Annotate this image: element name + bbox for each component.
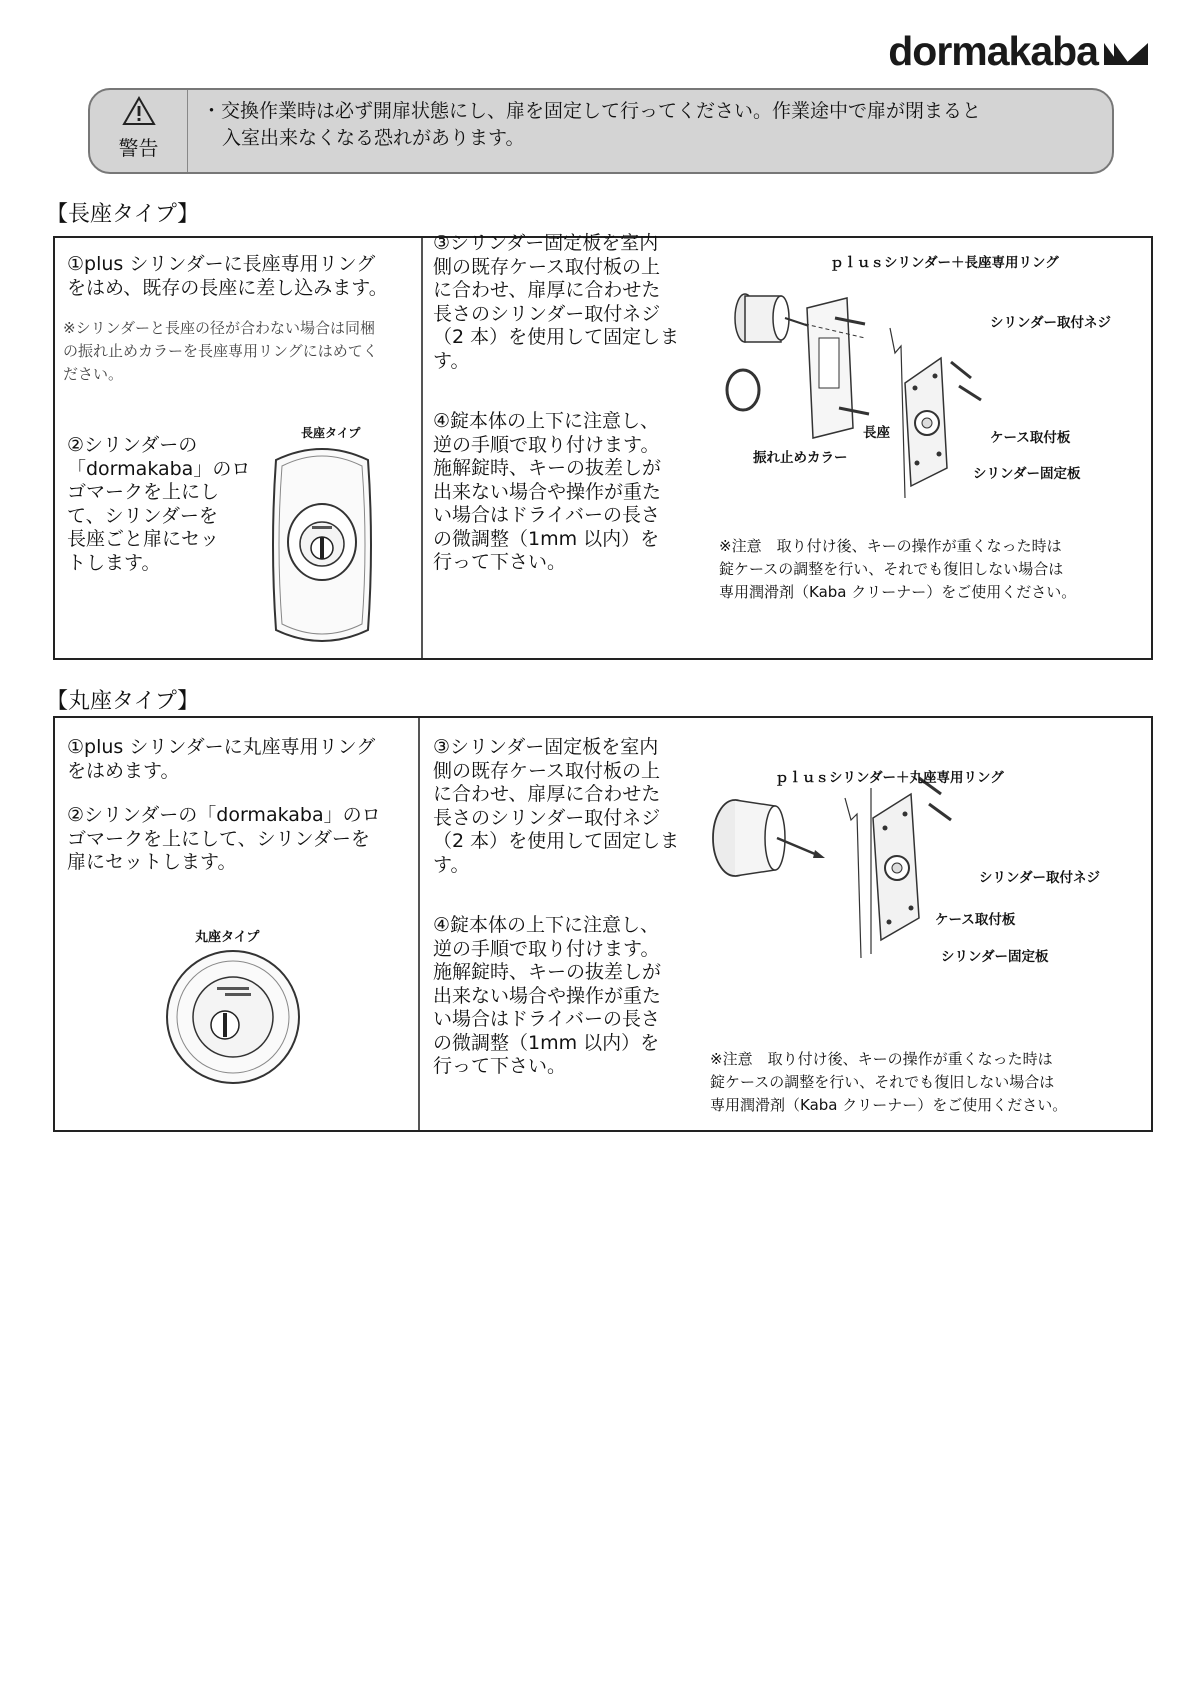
- text-line: ③シリンダー固定板を室内: [433, 232, 659, 254]
- text-line: 錠ケースの調整を行い、それでも復旧しない場合は: [719, 560, 1064, 578]
- text-line: に合わせ、扉厚に合わせた: [433, 279, 661, 301]
- caution-note-round: [710, 1048, 1067, 1117]
- text-line: トします。: [67, 551, 161, 574]
- section-title-round: 【丸座タイプ】: [46, 689, 200, 714]
- round-type-box: [53, 716, 1153, 1132]
- text-line: ださい。: [63, 365, 124, 383]
- step-3-long: [433, 232, 679, 373]
- text-line: 長さのシリンダー取付ネジ: [433, 806, 661, 829]
- text-line: す。: [433, 853, 470, 876]
- warning-line: ・交換作業時は必ず開扉状態にし、扉を固定して行ってください。作業途中で扉が閉まると: [202, 100, 982, 122]
- text-line: て、シリンダーを: [67, 504, 218, 527]
- text-line: 長さのシリンダー取付ネジ: [433, 302, 661, 325]
- text-line: す。: [433, 349, 470, 372]
- long-type-box: [53, 232, 1153, 660]
- brand-logo: [888, 28, 1148, 75]
- text-line: （2 本）を使用して固定しま: [433, 326, 680, 348]
- text-line: ※シリンダーと長座の径が合わない場合は同梱: [63, 319, 375, 337]
- text-line: 専用潤滑剤（Kaba クリーナー）をご使用ください。: [719, 583, 1077, 601]
- step-1-round: [67, 736, 375, 783]
- text-line: ④錠本体の上下に注意し、: [433, 410, 660, 432]
- warning-line: 入室出来なくなる恐れがあります。: [222, 127, 525, 149]
- section-title-long: 【長座タイプ】: [46, 202, 200, 227]
- brand-name: dormakaba: [888, 28, 1098, 74]
- text-line: ①plus シリンダーに長座専用リング: [67, 253, 376, 275]
- text-line: 逆の手順で取り付けます。: [433, 433, 660, 456]
- text-line: の微調整（1mm 以内）を: [433, 1031, 660, 1054]
- text-line: ※注意 取り付け後、キーの操作が重くなった時は: [710, 1050, 1053, 1068]
- text-line: 「dormakaba」のロ: [67, 457, 251, 480]
- text-line: ※注意 取り付け後、キーの操作が重くなった時は: [719, 537, 1062, 555]
- note-collar: [63, 317, 378, 386]
- figure-label-round: 丸座タイプ: [195, 930, 260, 945]
- text-line: をはめ、既存の長座に差し込みます。: [67, 276, 388, 299]
- text-line: 出来ない場合や操作が重た: [433, 984, 662, 1007]
- long-seat-illustration: [262, 442, 382, 648]
- step-4-long: [433, 410, 661, 575]
- brand-mark-icon: [1104, 39, 1148, 65]
- warning-label-cell: [90, 90, 188, 172]
- text-line: 長座ごと扉にセッ: [67, 528, 220, 550]
- text-line: 逆の手順で取り付けます。: [433, 937, 660, 960]
- text-line: ②シリンダーの「dormakaba」のロ: [67, 804, 381, 826]
- warning-box: [88, 88, 1114, 174]
- text-line: をはめます。: [67, 759, 180, 782]
- text-line: 行って下さい。: [433, 1055, 567, 1077]
- text-line: の振れ止めカラーを長座専用リングにはめてく: [63, 342, 378, 360]
- label-fixing-plate: シリンダー固定板: [973, 466, 1081, 482]
- text-line: の微調整（1mm 以内）を: [433, 527, 660, 550]
- text-line: （2 本）を使用して固定しま: [433, 830, 680, 852]
- text-line: 扉にセットします。: [67, 851, 237, 873]
- label-cylinder-ring: ｐｌｕｓシリンダー＋長座専用リング: [830, 255, 1059, 271]
- text-line: 錠ケースの調整を行い、それでも復旧しない場合は: [710, 1073, 1055, 1091]
- text-line: ②シリンダーの: [67, 434, 198, 456]
- text-line: 側の既存ケース取付板の上: [433, 255, 661, 278]
- label-case-plate: ケース取付板: [990, 430, 1071, 446]
- warning-icon: [122, 96, 156, 126]
- warning-label: 警告: [118, 136, 159, 160]
- label-fixing-plate: シリンダー固定板: [941, 949, 1049, 965]
- long-assembly-diagram: [715, 258, 1135, 528]
- step-3-round: [433, 736, 679, 877]
- step-1-long: [67, 253, 388, 300]
- text-line: ①plus シリンダーに丸座専用リング: [67, 736, 376, 758]
- text-line: 行って下さい。: [433, 551, 567, 573]
- text-line: 施解錠時、キーの抜差しが: [433, 457, 662, 479]
- text-line: 専用潤滑剤（Kaba クリーナー）をご使用ください。: [710, 1096, 1068, 1114]
- label-mounting-screw: シリンダー取付ネジ: [979, 870, 1100, 886]
- warning-text: [202, 98, 981, 152]
- text-line: ゴマークを上にして、シリンダーを: [67, 827, 370, 850]
- step-2-round: [67, 804, 381, 875]
- label-long-seat: 長座: [863, 425, 890, 441]
- text-line: ④錠本体の上下に注意し、: [433, 914, 660, 936]
- text-line: 側の既存ケース取付板の上: [433, 759, 661, 782]
- column-divider: [418, 718, 420, 1130]
- text-line: ゴマークを上にし: [67, 481, 220, 503]
- figure-label-long: 長座タイプ: [301, 426, 361, 440]
- label-collar: 振れ止めカラー: [753, 450, 848, 466]
- text-line: 出来ない場合や操作が重た: [433, 480, 662, 503]
- text-line: に合わせ、扉厚に合わせた: [433, 783, 661, 805]
- label-mounting-screw: シリンダー取付ネジ: [990, 315, 1111, 331]
- text-line: い場合はドライバーの長さ: [433, 1008, 661, 1030]
- label-cylinder-ring: ｐｌｕｓシリンダー＋丸座専用リング: [775, 770, 1004, 786]
- text-line: い場合はドライバーの長さ: [433, 504, 661, 526]
- column-divider: [421, 238, 423, 658]
- step-2-long: [67, 434, 250, 575]
- text-line: 施解錠時、キーの抜差しが: [433, 961, 662, 983]
- caution-note-long: [719, 535, 1076, 604]
- text-line: ③シリンダー固定板を室内: [433, 736, 659, 758]
- round-seat-illustration: [163, 947, 303, 1087]
- step-4-round: [433, 914, 661, 1079]
- label-case-plate: ケース取付板: [935, 912, 1016, 928]
